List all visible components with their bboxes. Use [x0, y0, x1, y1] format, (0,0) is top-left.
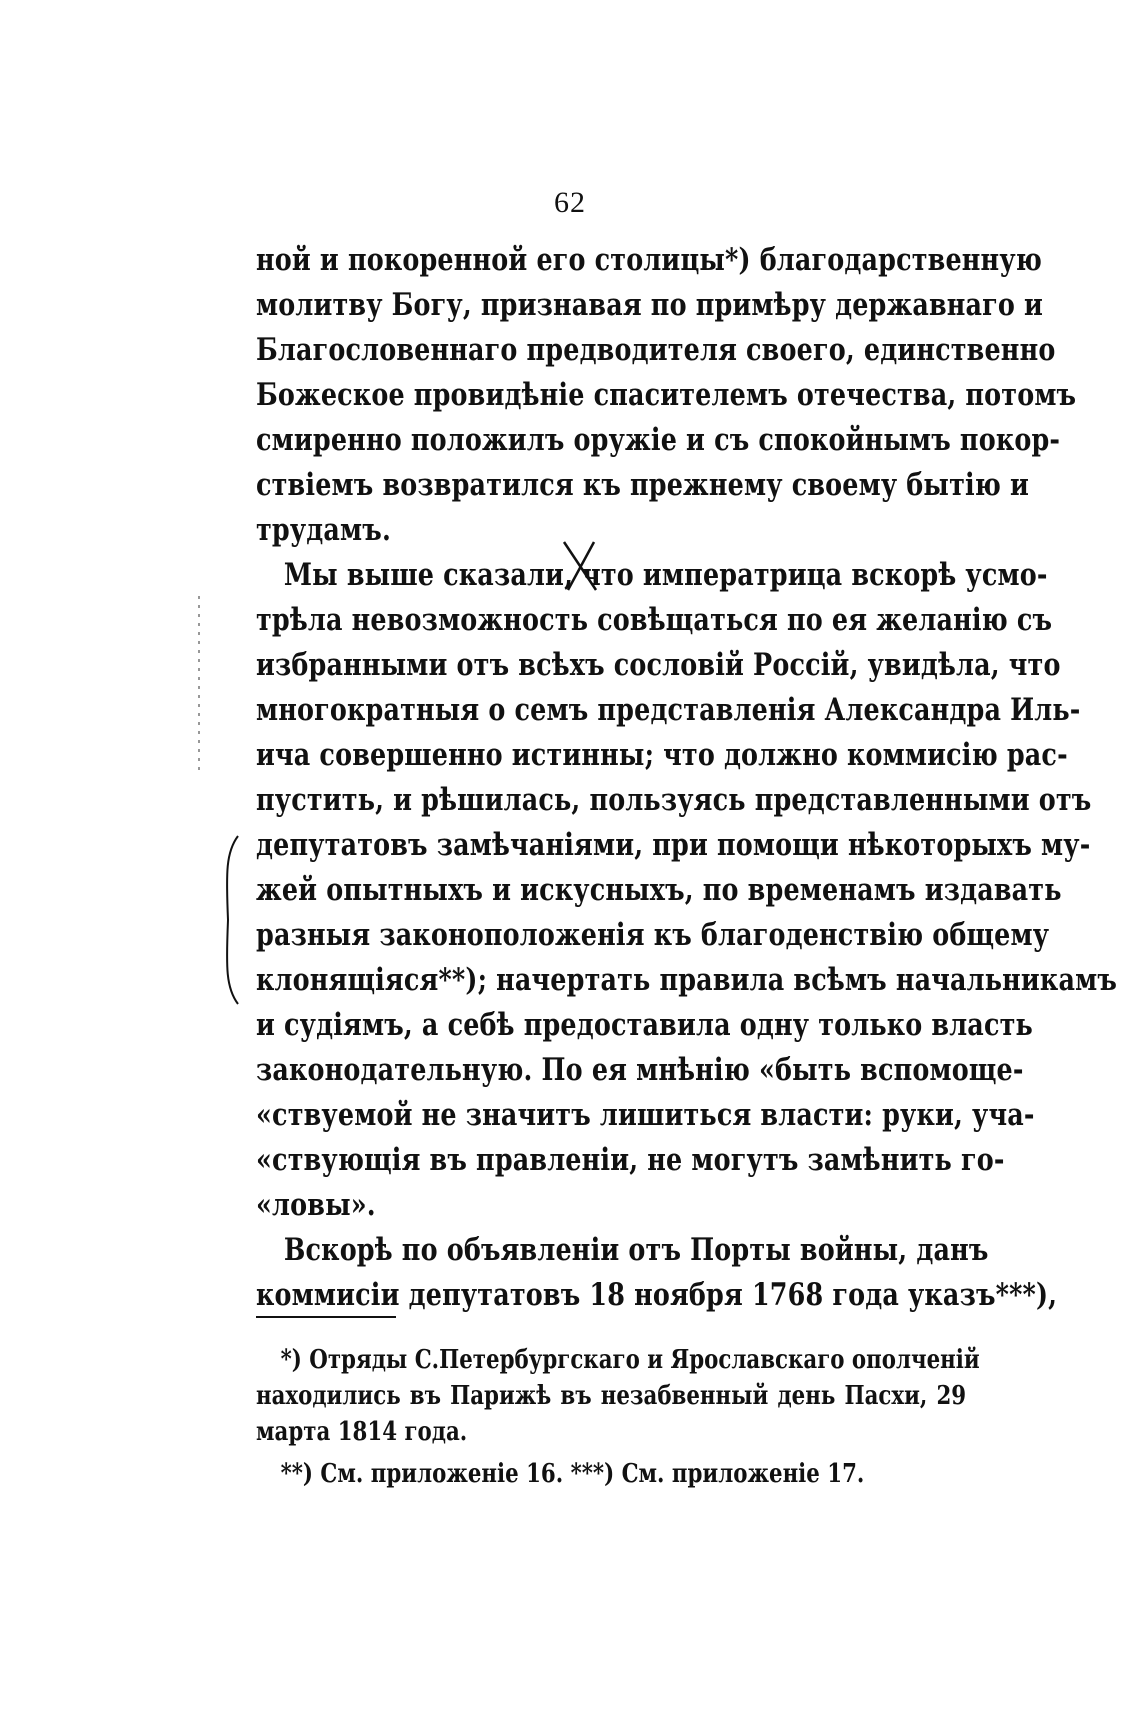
- text-line: трудамъ.: [256, 512, 391, 548]
- body-text: [256, 238, 1117, 1318]
- text-line: ствіемъ возвратился къ прежнему своему бытію и: [256, 467, 1030, 503]
- quote-line: «ствующія въ правленіи, не могутъ замѣнить го-: [256, 1142, 1005, 1178]
- footnote-line: *) Отряды С.Петербургскаго и Ярославскаго ополченій: [280, 1345, 980, 1375]
- paragraph-start-line: Мы выше сказали, что императрица вскорѣ усмо-: [283, 557, 1048, 593]
- text-line: законодательную. По ея мнѣнію «быть вспомоще-: [256, 1052, 1024, 1088]
- text-line: ной и покоренной его столицы*) благодарственную: [256, 242, 1043, 278]
- text-line: депутатовъ замѣчаніями, при помощи нѣкоторыхъ му-: [256, 827, 1091, 863]
- quote-line: «ловы».: [256, 1187, 376, 1223]
- footnote-line: находились въ Парижѣ въ незабвенный день Пасхи, 29: [256, 1381, 967, 1411]
- margin-bracket-mark: [222, 832, 242, 1008]
- text-line: трѣла невозможность совѣщаться по ея желанію съ: [256, 602, 1053, 638]
- text-line: Божеское провидѣніе спасителемъ отечества, потомъ: [256, 377, 1077, 413]
- footnotes: [256, 1342, 980, 1492]
- page-number: 62: [554, 186, 586, 219]
- text-line: ича совершенно истинны; что должно коммисію рас-: [256, 737, 1068, 773]
- quote-line: «ствуемой не значитъ лишиться власти: руки, уча-: [256, 1097, 1035, 1133]
- text-line: пустить, и рѣшилась, пользуясь представленными отъ: [256, 782, 1092, 818]
- text-line: избранными отъ всѣхъ сословій Россій, увидѣла, что: [256, 647, 1061, 683]
- text-line: коммисіи депутатовъ 18 ноября 1768 года указъ***),: [256, 1277, 1058, 1313]
- footnote-line: **) См. приложеніе 16. ***) См. приложеніе 17.: [280, 1459, 865, 1489]
- text-line: смиренно положилъ оружіе и съ спокойнымъ покор-: [256, 422, 1061, 458]
- text-line: разныя законоположенія къ благоденствію общему: [256, 917, 1050, 953]
- footnote-separator: [256, 1316, 396, 1318]
- footnote-line: марта 1814 года.: [256, 1417, 468, 1447]
- margin-dotted-line: [196, 596, 202, 776]
- text-line: клонящіяся**); начертать правила всѣмъ начальникамъ: [256, 962, 1117, 998]
- text-line: жей опытныхъ и искусныхъ, по временамъ издавать: [256, 872, 1062, 908]
- text-line: молитву Богу, признавая по примѣру державнаго и: [256, 287, 1044, 323]
- paragraph-start-line: Вскорѣ по объявленіи отъ Порты войны, данъ: [283, 1232, 989, 1268]
- text-line: и судіямъ, а себѣ предоставила одну только власть: [256, 1007, 1033, 1043]
- text-line: Благословеннаго предводителя своего, единственно: [256, 332, 1056, 368]
- text-line: многократныя о семъ представленія Александра Иль-: [256, 692, 1081, 728]
- handwritten-cross-mark: [560, 538, 600, 594]
